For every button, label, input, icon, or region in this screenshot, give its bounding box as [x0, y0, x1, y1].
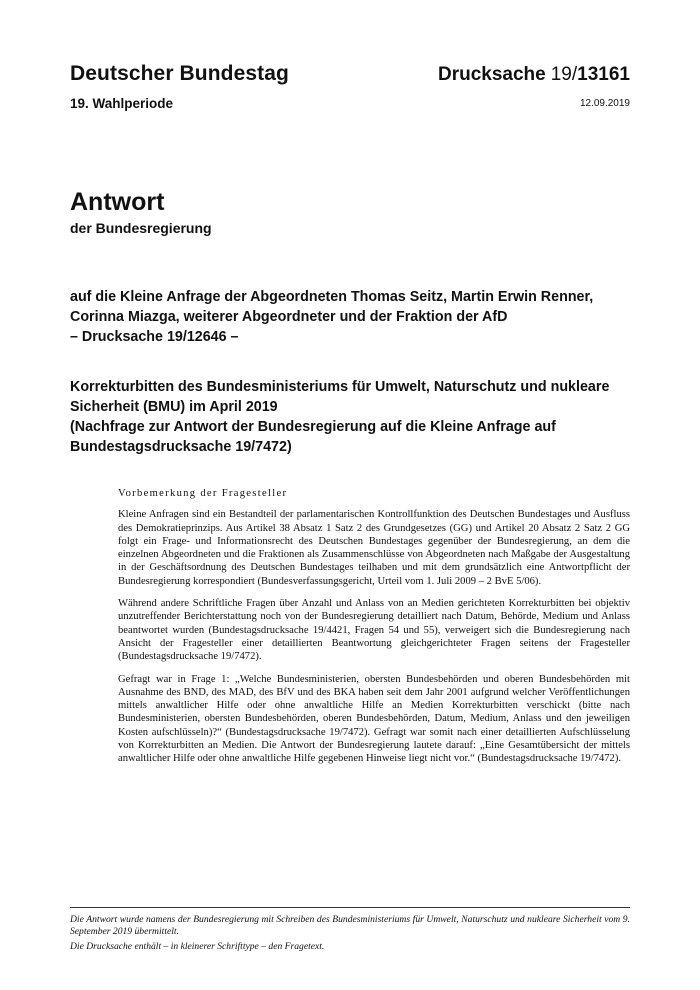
document-header: [70, 62, 630, 92]
footnote-transmission: Die Antwort wurde namens der Bundesregierung mit Schreiben des Bundesministeriums für Umwelt, Naturschutz und nukleare Sicherheit vom 9. September 2019 übermittelt.: [70, 914, 630, 938]
preliminary-paragraph: Gefragt war in Frage 1: „Welche Bundesministerien, obersten Bundesbehörden und oberen Bundesbehörden mit Ausnahme des BND, des MAD, des BfV und des BKA haben seit dem Jahr 2001 aufgrund welcher Veröffentlichungen mittels anwaltlicher Hilfe oder ohne anwaltliche Hilfe an Medien Korrekturbitten verschickt (bitte nach Bundesministerien, obersten Bundesbehörden, oberen Bundesbehörden, Datum, Medium, Anlass und den jeweiligen Kosten aufschlüsseln)?“ (Bundestagsdrucksache 19/7472). Gefragt war somit nach einer detaillierten Aufschlüsselung von Korrekturbitten an Medien. Die Antwort der Bundesregierung lautete darauf: „Eine Gesamtübersicht der mittels anwaltlicher Hilfe oder ohne anwaltliche Hilfe gegebenen Hinweise liegt nicht vor.“ (Bundestagsdrucksache 19/7472).: [118, 673, 630, 765]
document-number-period: 19/: [550, 64, 578, 85]
inquiry-line: – Drucksache 19/12646 –: [70, 329, 239, 345]
topic-line: Sicherheit (BMU) im April 2019: [70, 399, 278, 415]
preliminary-paragraph: Kleine Anfragen sind ein Bestandteil der parlamentarischen Kontrollfunktion des Deutschen Bundestages und Ausfluss des Demokratieprinzips. Aus Artikel 38 Absatz 1 Satz 2 des Grundgesetzes (GG) und Artikel 20 Absatz 2 Satz 2 GG folgt ein Frage- und Informationsrecht des Deutschen Bundestages gegenüber der Bundesregierung, an dem die einzelnen Abgeordneten und die Fraktionen als Zusammenschlüsse von Abgeordneten nach Maßgabe der Ausgestaltung in der Geschäftsordnung des Deutschen Bundestages teilhaben und mit dem grundsätzlich eine Antwortpflicht der Bundesregierung korrespondiert (Bundesverfassungsgericht, Urteil vom 1. Juli 2009 – 2 BvE 5/06).: [118, 509, 630, 587]
preliminary-remark: [118, 487, 630, 775]
topic-line: (Nachfrage zur Antwort der Bundesregierung auf die Kleine Anfrage auf: [70, 419, 556, 435]
topic-heading: [70, 377, 640, 457]
topic-line: Korrekturbitten des Bundesministeriums für Umwelt, Naturschutz und nukleare: [70, 379, 610, 395]
preliminary-remark-heading: Vorbemerkung der Fragesteller: [118, 488, 288, 499]
page-title: Antwort: [70, 188, 165, 216]
inquiry-reference: [70, 287, 640, 347]
legislative-period: 19. Wahlperiode: [70, 96, 174, 111]
document-number-label: Drucksache: [438, 64, 546, 85]
document-number-value: 13161: [577, 64, 630, 85]
document-number: [438, 64, 630, 86]
inquiry-line: Corinna Miazga, weiterer Abgeordneter und der Fraktion der AfD: [70, 309, 508, 325]
topic-line: Bundestagsdrucksache 19/7472): [70, 439, 292, 455]
footnote-contents: Die Drucksache enthält – in kleinerer Schrifttype – den Fragetext.: [70, 940, 325, 952]
page-subtitle: der Bundesregierung: [70, 220, 212, 236]
footnotes: [70, 914, 630, 955]
document-date: 12.09.2019: [579, 98, 630, 109]
footer-divider: [70, 907, 630, 908]
inquiry-line: auf die Kleine Anfrage der Abgeordneten Thomas Seitz, Martin Erwin Renner,: [70, 289, 594, 305]
institution-name: Deutscher Bundestag: [70, 62, 289, 85]
preliminary-paragraph: Während andere Schriftliche Fragen über Anzahl und Anlass von an Medien gerichteten Korrekturbitten bei objektiv unzutreffender Berichterstattung noch von der Bundesregierung detailliert nach Datum, Behörde, Medium und Anlass beantwortet wurden (Bundestagsdrucksache 19/4421, Fragen 54 und 55), verweigert sich die Bundesregierung nach Ansicht der Fragesteller einer detaillierten Beantwortung gleichgerichteter Fragen seitens der Fragesteller (Bundestagsdrucksache 19/7472).: [118, 598, 630, 663]
